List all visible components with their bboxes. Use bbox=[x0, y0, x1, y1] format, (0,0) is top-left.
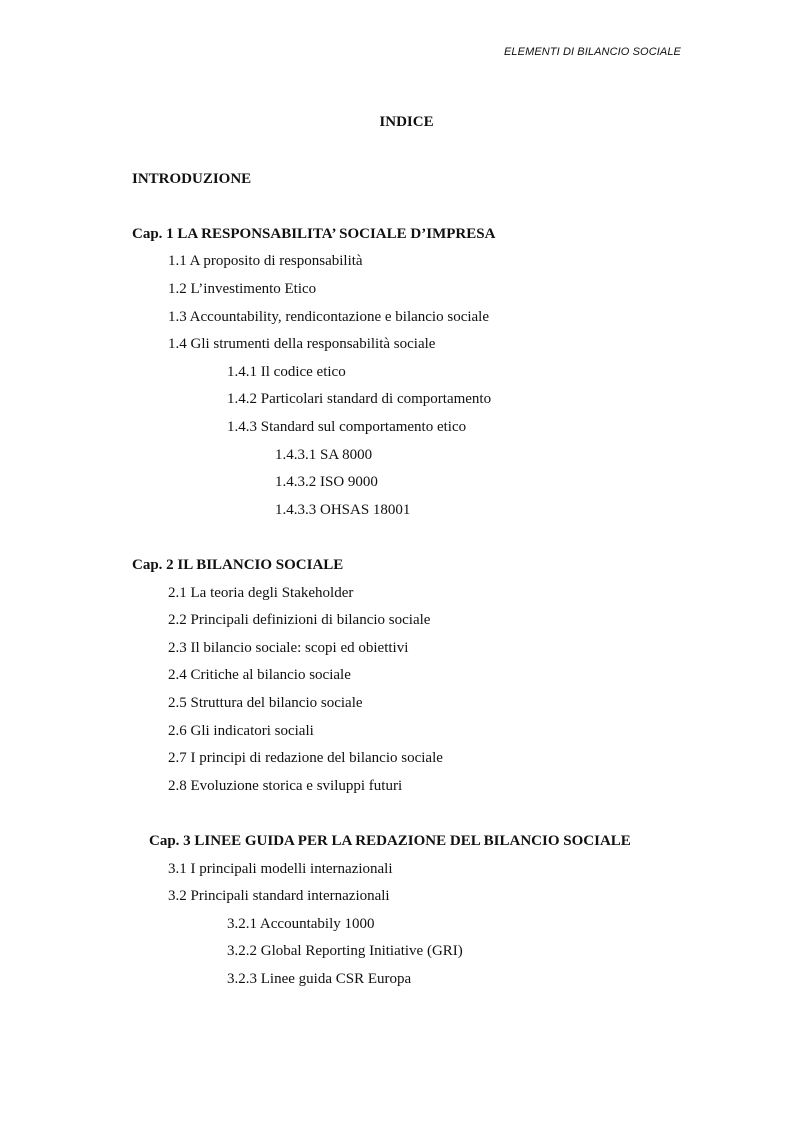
toc-entry: 3.2 Principali standard internazionali bbox=[168, 888, 390, 904]
toc-entry: 2.7 I principi di redazione del bilancio sociale bbox=[168, 750, 443, 766]
toc-entry: 1.4.1 Il codice etico bbox=[227, 364, 346, 380]
toc-entry: 2.1 La teoria degli Stakeholder bbox=[168, 585, 354, 601]
toc-entry: 2.8 Evoluzione storica e sviluppi futuri bbox=[168, 778, 403, 794]
page-title: INDICE bbox=[379, 114, 434, 130]
toc-entry: 1.4.2 Particolari standard di comportamento bbox=[227, 391, 492, 407]
toc-entry: 2.2 Principali definizioni di bilancio sociale bbox=[168, 612, 431, 628]
toc-entry: 2.5 Struttura del bilancio sociale bbox=[168, 695, 363, 711]
toc-intro: INTRODUZIONE bbox=[132, 171, 252, 187]
toc-entry: 2.4 Critiche al bilancio sociale bbox=[168, 667, 351, 683]
toc-entry: 1.4.3 Standard sul comportamento etico bbox=[227, 419, 467, 435]
toc-entry: 2.6 Gli indicatori sociali bbox=[168, 723, 314, 739]
toc-entry: 1.4 Gli strumenti della responsabilità sociale bbox=[168, 336, 436, 352]
toc-entry: 1.2 L’investimento Etico bbox=[168, 281, 317, 297]
toc-entry: 3.2.3 Linee guida CSR Europa bbox=[227, 971, 412, 987]
chapter-heading: Cap. 3 LINEE GUIDA PER LA REDAZIONE DEL BILANCIO SOCIALE bbox=[149, 833, 631, 849]
toc-entry: 3.2.1 Accountabily 1000 bbox=[227, 916, 375, 932]
toc-entry: 1.3 Accountability, rendicontazione e bilancio sociale bbox=[168, 309, 489, 325]
toc-entry: 1.1 A proposito di responsabilità bbox=[168, 253, 363, 269]
chapter-heading: Cap. 1 LA RESPONSABILITA’ SOCIALE D’IMPRESA bbox=[132, 226, 496, 242]
toc-entry: 1.4.3.1 SA 8000 bbox=[275, 447, 373, 463]
running-header: ELEMENTI DI BILANCIO SOCIALE bbox=[503, 46, 681, 58]
toc-entry: 1.4.3.2 ISO 9000 bbox=[275, 474, 378, 490]
toc-entry: 3.2.2 Global Reporting Initiative (GRI) bbox=[227, 943, 463, 959]
toc-entry: 1.4.3.3 OHSAS 18001 bbox=[275, 502, 411, 518]
toc-entry: 2.3 Il bilancio sociale: scopi ed obiettivi bbox=[168, 640, 409, 656]
toc-entry: 3.1 I principali modelli internazionali bbox=[168, 861, 393, 877]
chapter-heading: Cap. 2 IL BILANCIO SOCIALE bbox=[132, 557, 344, 573]
